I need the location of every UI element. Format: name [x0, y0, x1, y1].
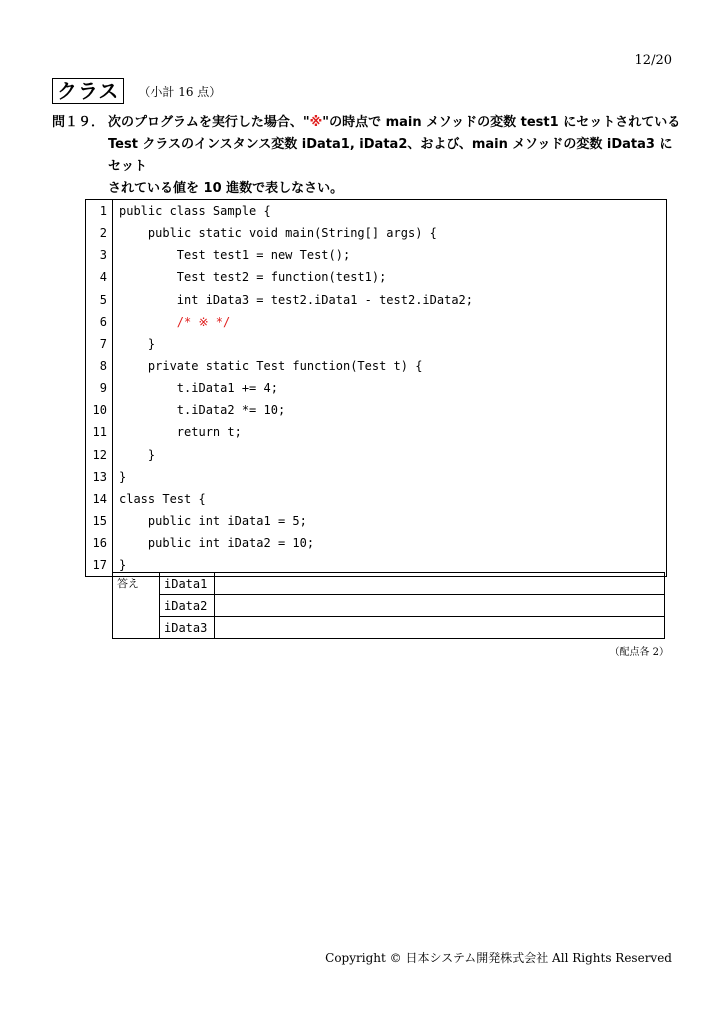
code-text: }	[119, 336, 156, 351]
line-number: 15	[86, 510, 113, 532]
question-text	[108, 112, 682, 200]
line-number: 12	[86, 444, 113, 466]
answer-field-idata1[interactable]	[215, 573, 665, 595]
code-text: public int iData2 = 10;	[119, 536, 315, 551]
line-number: 6	[86, 311, 113, 333]
code-line	[86, 510, 666, 532]
question-line2: Test クラスのインスタンス変数 iData1, iData2、および、main メソッドの変数 iData3 にセット	[108, 137, 673, 174]
question-line1-post: "の時点で main メソッドの変数 test1 にセットされている	[322, 115, 681, 130]
answer-label: 答え	[113, 573, 160, 639]
answer-var-label: iData1	[160, 573, 215, 595]
code-text: public int iData1 = 5;	[119, 513, 307, 528]
code-text: return t;	[119, 425, 242, 440]
code-line	[86, 466, 666, 488]
copyright: Copyright © 日本システム開発株式会社 All Rights Reserved	[325, 951, 672, 965]
line-number: 3	[86, 244, 113, 266]
line-number: 1	[86, 200, 113, 222]
line-number: 2	[86, 222, 113, 244]
code-text: int iData3 = test2.iData1 - test2.iData2;	[119, 292, 474, 307]
line-number: 14	[86, 488, 113, 510]
code-listing	[85, 199, 667, 577]
code-line	[86, 333, 666, 355]
code-line	[86, 532, 666, 554]
code-text: Test test2 = function(test1);	[119, 270, 387, 285]
code-line	[86, 377, 666, 399]
code-line	[86, 266, 666, 288]
answer-var-label: iData3	[160, 617, 215, 639]
code-line	[86, 421, 666, 443]
line-number: 4	[86, 266, 113, 288]
points-note: （配点各 2）	[609, 647, 669, 658]
code-text: /* ※ */	[119, 314, 231, 329]
section-subtotal: （小計 16 点）	[138, 84, 222, 99]
line-number: 5	[86, 289, 113, 311]
answer-field-idata2[interactable]	[215, 595, 665, 617]
line-number: 9	[86, 377, 113, 399]
line-number: 17	[86, 554, 113, 576]
question-line1-pre: 次のプログラムを実行した場合、"	[108, 115, 310, 130]
code-text: t.iData1 += 4;	[119, 381, 278, 396]
question-block	[52, 112, 682, 200]
line-number: 16	[86, 532, 113, 554]
code-text: public class Sample {	[119, 204, 271, 218]
code-text: public static void main(String[] args) {	[119, 226, 437, 241]
code-line	[86, 311, 666, 333]
code-line	[86, 355, 666, 377]
code-text: class Test {	[119, 491, 206, 506]
code-line	[86, 222, 666, 244]
section-title: クラス	[52, 78, 124, 104]
code-line	[86, 289, 666, 311]
code-text: private static Test function(Test t) {	[119, 358, 423, 373]
line-number: 13	[86, 466, 113, 488]
code-line	[86, 488, 666, 510]
line-number: 8	[86, 355, 113, 377]
line-number: 7	[86, 333, 113, 355]
line-number: 11	[86, 421, 113, 443]
line-number: 10	[86, 399, 113, 421]
code-text: Test test1 = new Test();	[119, 248, 351, 263]
code-text: }	[119, 447, 156, 462]
code-text: }	[119, 469, 127, 484]
page-number: 12/20	[634, 53, 672, 68]
code-text: t.iData2 *= 10;	[119, 403, 286, 418]
code-text: }	[119, 558, 127, 573]
question-label: 問１９．	[52, 115, 105, 130]
answer-field-idata3[interactable]	[215, 617, 665, 639]
code-line	[86, 200, 666, 222]
question-mark: ※	[309, 115, 323, 130]
section-header	[52, 78, 221, 104]
answer-table	[112, 572, 665, 639]
code-line	[86, 444, 666, 466]
answer-var-label: iData2	[160, 595, 215, 617]
code-line	[86, 244, 666, 266]
question-line3: されている値を 10 進数で表しなさい。	[108, 181, 344, 196]
code-line	[86, 399, 666, 421]
